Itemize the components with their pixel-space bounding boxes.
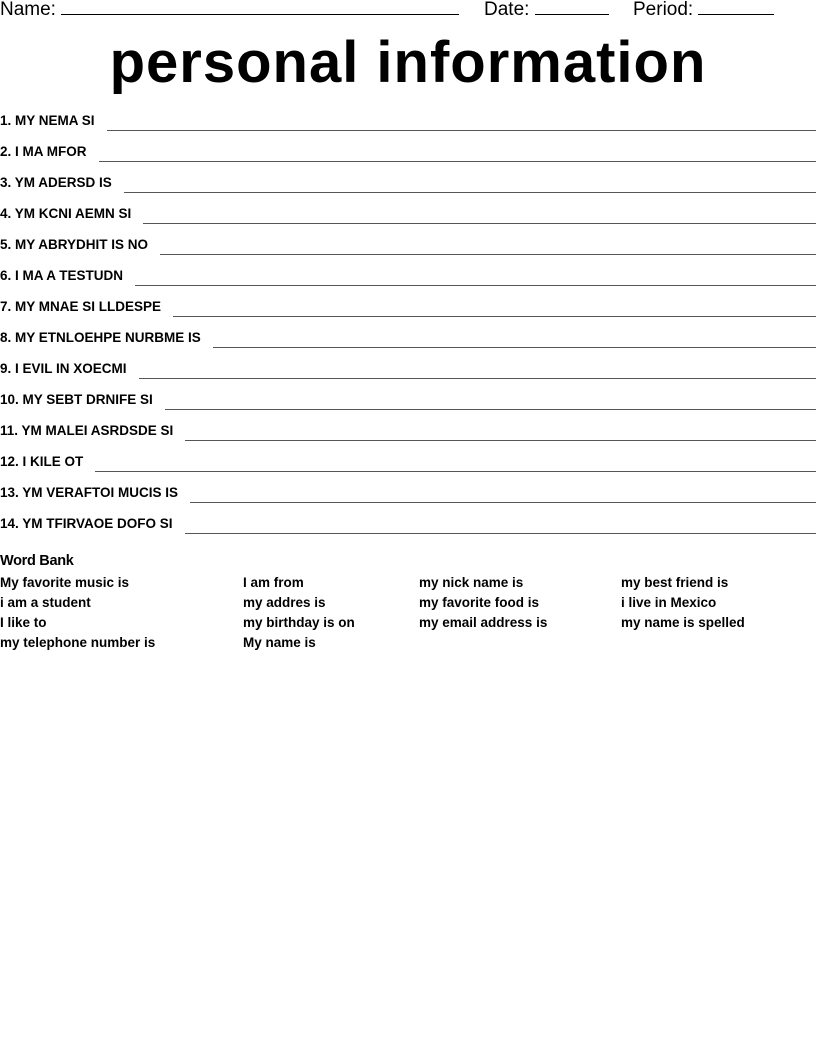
answer-line[interactable]: [135, 267, 816, 286]
question-label: 6. I MA A TESTUDN: [0, 268, 124, 283]
period-label: Period:: [633, 0, 694, 20]
answer-line[interactable]: [143, 205, 816, 224]
question-row: [0, 358, 816, 389]
question-row: [0, 203, 816, 234]
date-field[interactable]: [484, 0, 609, 20]
word-bank-item: i live in Mexico: [621, 595, 717, 610]
question-label: 1. MY NEMA SI: [0, 113, 95, 128]
word-bank-item: My name is: [243, 635, 316, 650]
question-label: 4. YM KCNI AEMN SI: [0, 206, 132, 221]
word-bank: [0, 552, 816, 663]
header-row: [0, 0, 816, 24]
question-row: [0, 389, 816, 420]
question-label: 11. YM MALEI ASRDSDE SI: [0, 423, 174, 438]
question-row: [0, 234, 816, 265]
question-label: 5. MY ABRYDHIT IS NO: [0, 237, 149, 252]
word-bank-item: my telephone number is: [0, 635, 156, 650]
question-row: [0, 265, 816, 296]
word-bank-grid: [0, 573, 816, 663]
question-row: [0, 141, 816, 172]
word-bank-item: I like to: [0, 615, 47, 630]
question-label: 10. MY SEBT DRNIFE SI: [0, 392, 153, 407]
answer-line[interactable]: [160, 236, 816, 255]
question-label: 3. YM ADERSD IS: [0, 175, 112, 190]
word-bank-item: i am a student: [0, 595, 91, 610]
word-bank-item: my favorite food is: [419, 595, 540, 610]
question-row: [0, 172, 816, 203]
question-row: [0, 513, 816, 544]
answer-line[interactable]: [185, 422, 816, 441]
word-bank-item: my email address is: [419, 615, 548, 630]
question-label: 9. I EVIL IN XOECMI: [0, 361, 127, 376]
answer-line[interactable]: [173, 298, 816, 317]
question-label: 7. MY MNAE SI LLDESPE: [0, 299, 162, 314]
word-bank-item: my addres is: [243, 595, 326, 610]
question-label: 14. YM TFIRVAOE DOFO SI: [0, 516, 173, 531]
question-label: 2. I MA MFOR: [0, 144, 87, 159]
answer-line[interactable]: [107, 112, 816, 131]
question-row: [0, 482, 816, 513]
answer-line[interactable]: [95, 453, 816, 472]
word-bank-title: Word Bank: [0, 553, 74, 569]
answer-line[interactable]: [185, 515, 816, 534]
question-row: [0, 451, 816, 482]
question-label: 8. MY ETNLOEHPE NURBME IS: [0, 330, 201, 345]
word-bank-item: my birthday is on: [243, 615, 355, 630]
question-label: 12. I KILE OT: [0, 454, 84, 469]
question-list: [0, 110, 816, 544]
name-blank[interactable]: [61, 0, 459, 15]
date-blank[interactable]: [535, 0, 609, 15]
question-row: [0, 327, 816, 358]
question-label: 13. YM VERAFTOI MUCIS IS: [0, 485, 179, 500]
question-row: [0, 296, 816, 327]
question-row: [0, 420, 816, 451]
answer-line[interactable]: [139, 360, 816, 379]
answer-line[interactable]: [99, 143, 816, 162]
question-row: [0, 110, 816, 141]
period-blank[interactable]: [698, 0, 774, 15]
word-bank-item: my best friend is: [621, 575, 729, 590]
answer-line[interactable]: [213, 329, 816, 348]
page-title: personal information: [109, 30, 707, 95]
word-bank-item: my nick name is: [419, 575, 524, 590]
answer-line[interactable]: [190, 484, 816, 503]
answer-line[interactable]: [165, 391, 816, 410]
word-bank-item: My favorite music is: [0, 575, 130, 590]
name-label: Name:: [0, 0, 56, 20]
date-label: Date:: [484, 0, 530, 20]
word-bank-item: I am from: [243, 575, 304, 590]
name-field[interactable]: [0, 0, 459, 20]
period-field[interactable]: [633, 0, 774, 20]
word-bank-item: my name is spelled: [621, 615, 745, 630]
answer-line[interactable]: [124, 174, 816, 193]
